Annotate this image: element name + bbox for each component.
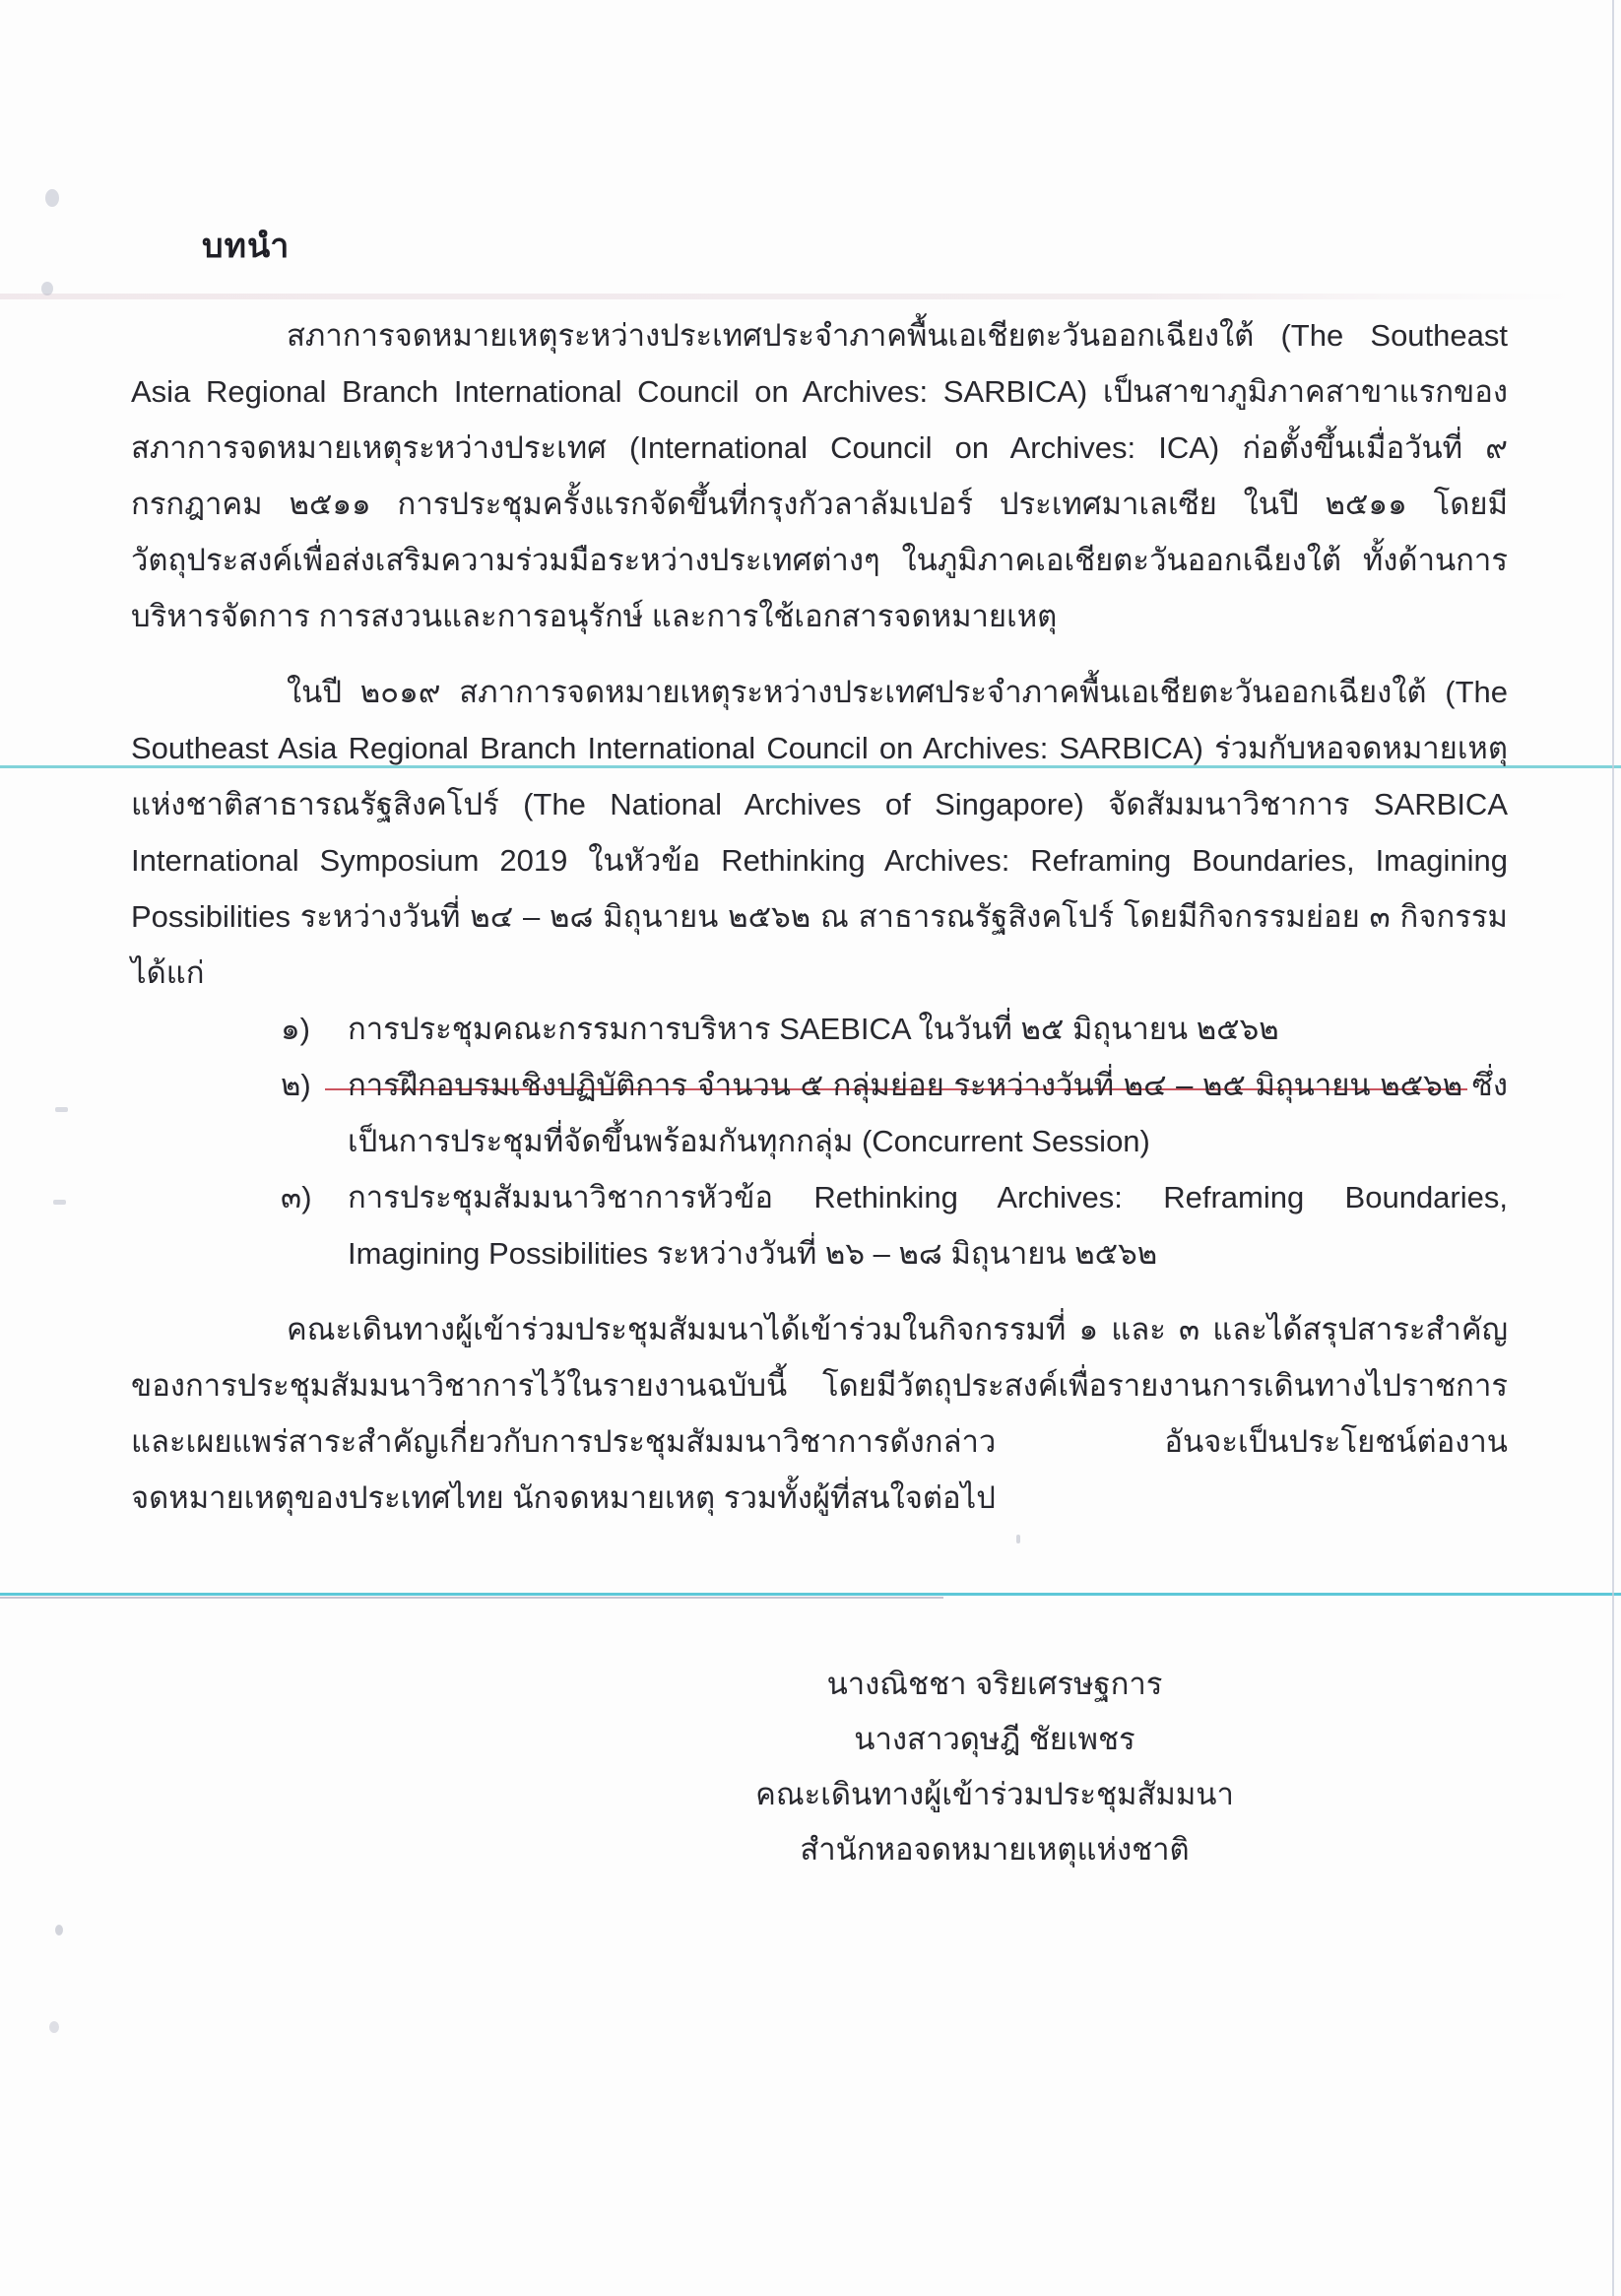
scan-smudge bbox=[53, 1200, 66, 1205]
scan-artifact-cyan-line-bottom bbox=[0, 1593, 1621, 1596]
document-body bbox=[131, 307, 1508, 1526]
signature-role: คณะเดินทางผู้เข้าร่วมประชุมสัมมนา bbox=[755, 1777, 1234, 1811]
activities-list bbox=[131, 1001, 1508, 1281]
paragraph-intro: สภาการจดหมายเหตุระหว่างประเทศประจำภาคพื้นเอเชียตะวันออกเฉียงใต้ (The Southeast Asia Regional Branch International Council on Archives: SARBICA) เป็นสาขาภูมิภาคสาขาแรกของสภาการจดหมายเหตุระหว่างประเทศ (International Council on Archives: ICA) ก่อตั้งขึ้นเมื่อวันที่ ๙ กรกฎาคม ๒๕๑๑ การประชุมครั้งแรกจัดขึ้นที่กรุงกัวลาลัมเปอร์ ประเทศมาเลเซีย ในปี ๒๕๑๑ โดยมีวัตถุประสงค์เพื่อส่งเสริมความร่วมมือระหว่างประเทศต่างๆ ในภูมิภาคเอเชียตะวันออกเฉียงใต้ ทั้งด้านการบริหารจัดการ การสงวนและการอนุรักษ์ และการใช้เอกสารจดหมายเหตุ bbox=[131, 318, 1508, 633]
paragraph-conclusion: คณะเดินทางผู้เข้าร่วมประชุมสัมมนาได้เข้าร่วมในกิจกรรมที่ ๑ และ ๓ และได้สรุปสาระสำคัญของการประชุมสัมมนาวิชาการไว้ในรายงานฉบับนี้ โดยมีวัตถุประสงค์เพื่อรายงานการเดินทางไปราชการและเผยแพร่สาระสำคัญเกี่ยวกับการประชุมสัมมนาวิชาการดังกล่าว อันจะเป็นประโยชน์ต่องานจดหมายเหตุของประเทศไทย นักจดหมายเหตุ รวมทั้งผู้ที่สนใจต่อไป bbox=[131, 1312, 1508, 1515]
list-item-text: การฝึกอบรมเชิงปฏิบัติการ จำนวน ๕ กลุ่มย่อย ระหว่างวันที่ ๒๔ – ๒๕ มิถุนายน ๒๕๖๒ ซึ่งเป็นการประชุมที่จัดขึ้นพร้อมกันทุกกลุ่ม (Concurrent Session) bbox=[348, 1068, 1508, 1158]
list-item bbox=[131, 1057, 1508, 1169]
scan-smudge bbox=[41, 282, 53, 295]
signature-name: นางสาวดุษฎี ชัยเพชร bbox=[854, 1722, 1135, 1756]
scan-artifact-pink-band bbox=[0, 294, 1621, 299]
list-item bbox=[131, 1001, 1508, 1057]
scan-smudge bbox=[55, 1925, 63, 1935]
list-item-text: การประชุมสัมมนาวิชาการหัวข้อ Rethinking Archives: Reframing Boundaries, Imagining Possibilities ระหว่างวันที่ ๒๖ – ๒๘ มิถุนายน ๒๕๖๒ bbox=[348, 1180, 1508, 1271]
paragraph-symposium: ในปี ๒๐๑๙ สภาการจดหมายเหตุระหว่างประเทศประจำภาคพื้นเอเชียตะวันออกเฉียงใต้ (The Southeast Asia Regional Branch International Council on Archives: SARBICA) ร่วมกับหอจดหมายเหตุแห่งชาติสาธารณรัฐสิงคโปร์ (The National Archives of Singapore) จัดสัมมนาวิชาการ SARBICA International Symposium 2019 ในหัวข้อ Rethinking Archives: Reframing Boundaries, Imagining Possibilities ระหว่างวันที่ ๒๔ – ๒๘ มิถุนายน ๒๕๖๒ ณ สาธารณรัฐสิงคโปร์ โดยมีกิจกรรมย่อย ๓ กิจกรรม ได้แก่ bbox=[131, 675, 1508, 990]
section-heading: บทนำ bbox=[202, 228, 291, 265]
list-item-number: ๒) bbox=[281, 1068, 311, 1102]
list-item-number: ๓) bbox=[281, 1180, 312, 1214]
signature-org: สำนักหอจดหมายเหตุแห่งชาติ bbox=[800, 1832, 1190, 1867]
signature-block bbox=[630, 1657, 1359, 1877]
signature-name: นางณิชชา จริยเศรษฐการ bbox=[826, 1667, 1163, 1701]
scan-smudge bbox=[55, 1107, 68, 1112]
list-item bbox=[131, 1169, 1508, 1281]
scan-smudge bbox=[49, 2021, 59, 2033]
list-item-number: ๑) bbox=[281, 1012, 311, 1046]
list-item-text: การประชุมคณะกรรมการบริหาร SAEBICA ในวันที่ ๒๕ มิถุนายน ๒๕๖๒ bbox=[348, 1012, 1279, 1046]
scan-smudge bbox=[1016, 1535, 1020, 1543]
scan-artifact-gray-line bbox=[0, 1597, 943, 1599]
scan-artifact-edge-line bbox=[1612, 0, 1614, 2296]
scan-smudge bbox=[45, 189, 59, 207]
